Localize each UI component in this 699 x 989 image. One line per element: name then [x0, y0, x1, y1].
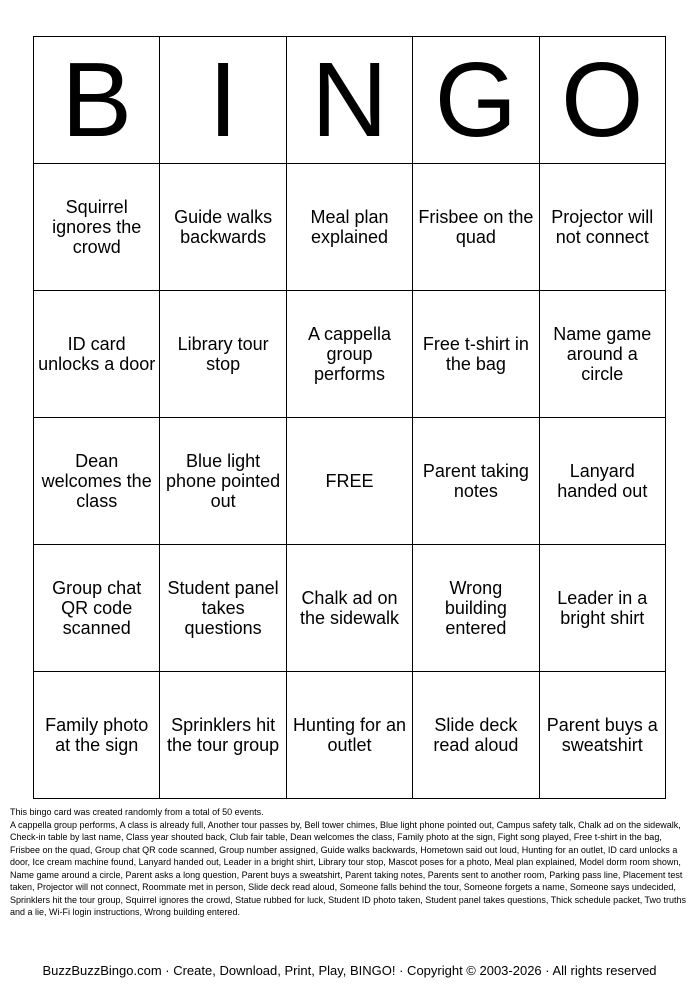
card-info — [10, 806, 690, 919]
bingo-row — [34, 545, 666, 672]
bingo-cell: Parent buys a sweatshirt — [539, 672, 665, 799]
bingo-cell: Guide walks backwards — [160, 164, 286, 291]
bingo-row — [34, 164, 666, 291]
bingo-cell: Parent taking notes — [413, 418, 539, 545]
bingo-cell: Projector will not connect — [539, 164, 665, 291]
bingo-cell: Dean welcomes the class — [34, 418, 160, 545]
header-letter-i: I — [160, 37, 286, 164]
bingo-cell: Leader in a bright shirt — [539, 545, 665, 672]
bingo-cell: Squirrel ignores the crowd — [34, 164, 160, 291]
header-letter-o: O — [539, 37, 665, 164]
bingo-card — [33, 36, 666, 799]
bingo-cell: Sprinklers hit the tour group — [160, 672, 286, 799]
site-footer: BuzzBuzzBingo.com · Create, Download, Print, Play, BINGO! · Copyright © 2003-2026 · All rights reserved — [42, 963, 657, 978]
bingo-row — [34, 672, 666, 799]
bingo-cell: Group chat QR code scanned — [34, 545, 160, 672]
bingo-row — [34, 418, 666, 545]
bingo-cell: Free t-shirt in the bag — [413, 291, 539, 418]
bingo-header-row — [34, 37, 666, 164]
card-info-intro: This bingo card was created randomly from a total of 50 events. — [10, 807, 264, 817]
event-list: A cappella group performs, A class is already full, Another tour passes by, Bell tower chimes, Blue light phone pointed out, Campus safety talk, Chalk ad on the sidewalk, Check-in table by last name, Class year shouted back, Club fair table, Dean welcomes the class, Family photo at the sign, Fight song played, Free t-shirt in the bag, Frisbee on the quad, Group chat QR code scanned, Group number assigned, Guide walks backwards, Hometown said out loud, Hunting for an outlet, ID card unlocks a door, Ice cream machine found, Lanyard handed out, Leader in a bright shirt, Library tour stop, Mascot poses for a photo, Meal plan explained, Model dorm room shown, Name game around a circle, Parent asks a long question, Parent buys a sweatshirt, Parent taking notes, Parents sent to another room, Parking pass line, Placement test taken, Projector will not connect, Roommate met in person, Slide deck read aloud, Someone falls behind the tour, Someone forgets a name, Someone says undecided, Sprinklers hit the tour group, Squirrel ignores the crowd, Statue rubbed for luck, Student ID photo taken, Student panel takes questions, Thick schedule packet, Two truths and a lie, Wi-Fi login instructions, Wrong building entered. — [10, 819, 687, 917]
bingo-cell: ID card unlocks a door — [34, 291, 160, 418]
bingo-cell: Hunting for an outlet — [286, 672, 412, 799]
bingo-cell: Chalk ad on the sidewalk — [286, 545, 412, 672]
bingo-cell: Library tour stop — [160, 291, 286, 418]
header-letter-n: N — [286, 37, 412, 164]
bingo-cell: Meal plan explained — [286, 164, 412, 291]
header-letter-g: G — [413, 37, 539, 164]
bingo-cell: Lanyard handed out — [539, 418, 665, 545]
bingo-row — [34, 291, 666, 418]
bingo-cell: Blue light phone pointed out — [160, 418, 286, 545]
bingo-cell: A cappella group performs — [286, 291, 412, 418]
bingo-cell: Student panel takes questions — [160, 545, 286, 672]
bingo-cell: Name game around a circle — [539, 291, 665, 418]
free-space-cell: FREE — [286, 418, 412, 545]
bingo-cell: Wrong building entered — [413, 545, 539, 672]
header-letter-b: B — [34, 37, 160, 164]
bingo-cell: Slide deck read aloud — [413, 672, 539, 799]
bingo-cell: Frisbee on the quad — [413, 164, 539, 291]
bingo-cell: Family photo at the sign — [34, 672, 160, 799]
